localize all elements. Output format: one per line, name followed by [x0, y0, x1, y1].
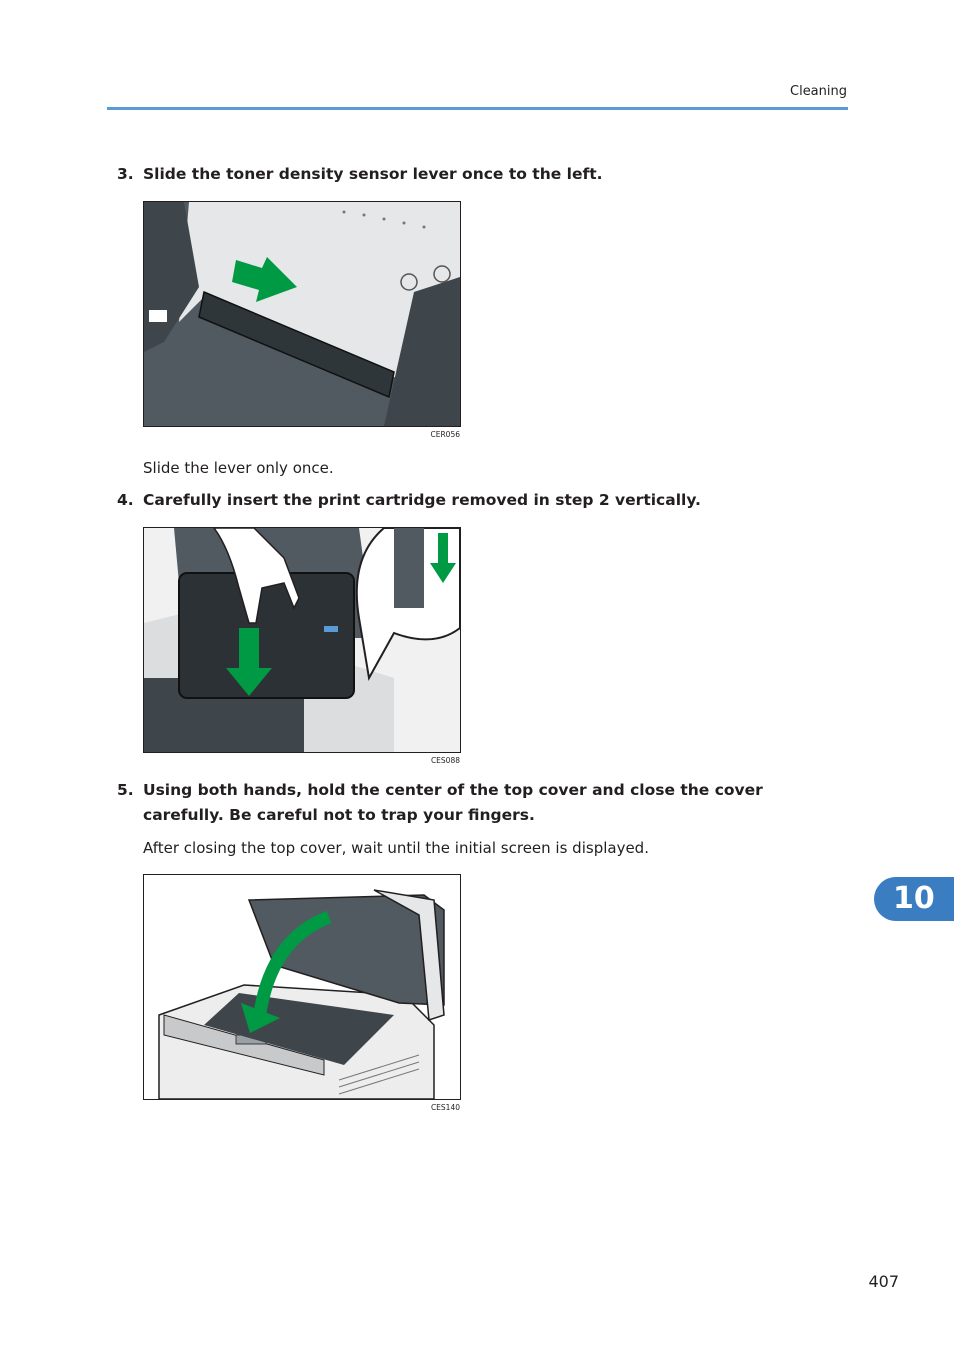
figure-toner-sensor-lever — [143, 201, 461, 427]
note-step-5: After closing the top cover, wait until the initial screen is displayed. — [143, 839, 649, 857]
note-step-3: Slide the lever only once. — [143, 459, 334, 477]
chapter-tab: 10 — [874, 877, 954, 921]
step-number: 3. — [117, 165, 134, 183]
illustration-lever — [144, 202, 460, 426]
step-text: Carefully insert the print cartridge removed in step 2 vertically. — [143, 491, 701, 509]
figure-insert-cartridge — [143, 527, 461, 753]
figure-code: CES140 — [430, 1103, 460, 1112]
step-number: 5. — [117, 781, 134, 799]
step-text: Using both hands, hold the center of the top cover and close the cover carefully. Be careful not to trap your fingers. — [143, 781, 763, 824]
header-rule — [107, 107, 848, 110]
page-number: 407 — [868, 1272, 899, 1291]
illustration-cartridge — [144, 528, 460, 752]
step-text: Slide the toner density sensor lever once to the left. — [143, 165, 603, 183]
figure-close-top-cover — [143, 874, 461, 1100]
step-number: 4. — [117, 491, 134, 509]
figure-code: CER056 — [430, 430, 460, 439]
running-header: Cleaning — [790, 84, 847, 99]
illustration-top-cover — [144, 875, 460, 1099]
figure-code: CES088 — [430, 756, 460, 765]
